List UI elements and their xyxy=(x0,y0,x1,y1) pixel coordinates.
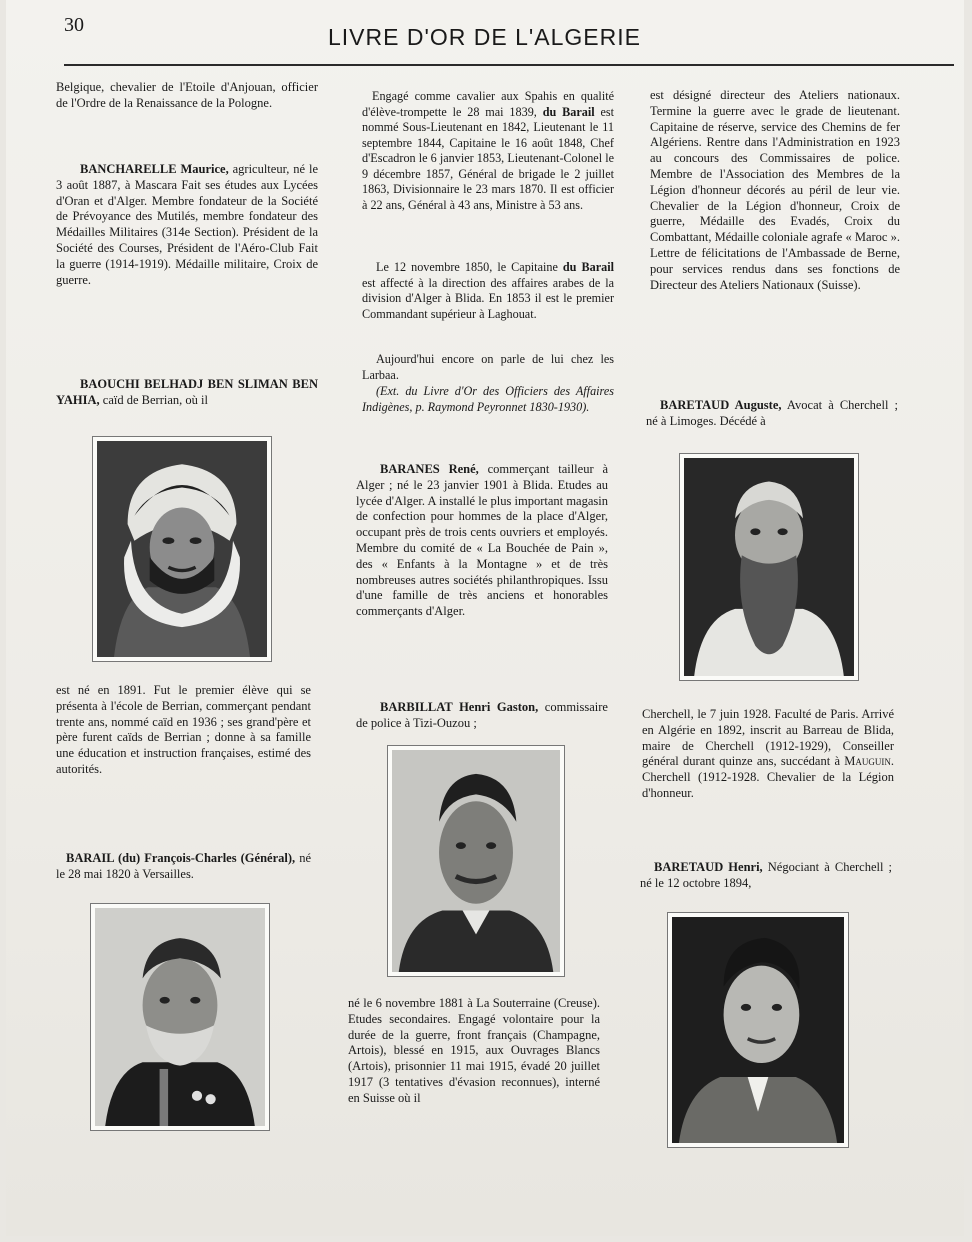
entry-name: BANCHARELLE Maurice, xyxy=(80,162,229,176)
entry-text: agriculteur, né le 3 août 1887, à Mascara Fait ses études aux Lycées d'Oran et d'Alger. Membre fondateur de la Société de Prévoyance des Mutilés, membre fondateur des Médailles Militaires (314e Section). Président de la Société des Courses, Président de l'Aéro-Club Fait la guerre (1914-1919). Médaille militaire, Croix de guerre. xyxy=(56,162,318,287)
name-run: Mauguin xyxy=(844,754,891,769)
entry-name: BARETAUD Auguste, xyxy=(660,398,782,412)
entry-barail-source: (Ext. du Livre d'Or des Officiers des Affaires Indigènes, p. Raymond Peyronnet 1830-1930). xyxy=(362,384,614,414)
text-run: Engagé comme cavalier aux Spahis en qualité d'élève-trompette le 28 mai 1839, xyxy=(362,89,614,119)
page-number: 30 xyxy=(64,14,84,36)
entry-text: caïd de Berrian, où il xyxy=(99,392,208,407)
text-run: est affecté à la direction des affaires arabes de la division d'Alger à Blida. En 1853 il est le premier Commandant supérieur à Laghouat. xyxy=(362,275,614,321)
portrait-commissioner xyxy=(392,750,560,972)
header-rule xyxy=(64,64,954,66)
portrait-bearded-man xyxy=(684,458,854,676)
col1-intro-paragraph: Belgique, chevalier de l'Etoile d'Anjouan, officier de l'Ordre de la Renaissance de la Pologne. xyxy=(56,80,318,110)
entry-bancharelle xyxy=(56,162,318,288)
entry-name: BARBILLAT Henri Gaston, xyxy=(380,700,539,714)
running-title: LIVRE D'OR DE L'ALGERIE xyxy=(328,24,641,50)
name-run: du Barail xyxy=(562,260,614,274)
entry-text: Avocat à Cherchell ; né à Limoges. Décédé à xyxy=(646,398,898,428)
portrait-photo-barbillat xyxy=(387,745,565,977)
entry-barail-algeria xyxy=(362,260,614,322)
entry-barail-larbaa: Aujourd'hui encore on parle de lui chez les Larbaa. xyxy=(362,352,614,382)
entry-baouchi xyxy=(56,377,318,409)
entry-baouchi-continued: est né en 1891. Fut le premier élève qui se présenta à l'école de Berrian, commerçant pendant trente ans, nommé caïd en 1936 ; ses grand'père et père furent caïds de Berrian ; donne à sa famille une éducation et instruction françaises, estimé des autorités. xyxy=(56,683,311,776)
entry-barail-career xyxy=(362,89,614,213)
entry-name: BARAIL (du) François-Charles (Général), xyxy=(66,851,296,865)
entry-baretaud-auguste-continued xyxy=(642,707,894,802)
entry-name: BAOUCHI BELHADJ BEN SLIMAN BEN YAHIA, xyxy=(56,377,318,407)
portrait-general-in-uniform xyxy=(95,908,265,1126)
entry-text: commerçant tailleur à Alger ; né le 23 janvier 1901 à Blida. Etudes au lycée d'Alger. A installé le plus important magasin de confection pour hommes de la place d'Alger, occupant près de trois cents ouvriers et employés. Membre du comité de « La Bouchée de Pain », des « Enfants à la Montagne » et de très nombreuses autres sociétés philanthropiques. Issu d'une famille de très anciens et honorables commerçants d'Alger. xyxy=(356,462,608,619)
entry-text: Négociant à Cherchell ; né le 12 octobre 1894, xyxy=(640,860,893,890)
portrait-photo-baretaud-auguste xyxy=(679,453,859,681)
entry-baretaud-henri xyxy=(640,860,892,892)
entry-text: commissaire de police à Tizi-Ouzou ; xyxy=(356,700,608,730)
portrait-turban-man xyxy=(97,441,267,657)
portrait-photo-barail xyxy=(90,903,270,1131)
page-header xyxy=(6,0,964,70)
portrait-photo-baretaud-henri xyxy=(667,912,849,1148)
entry-name: BARANES René, xyxy=(380,462,479,476)
document-page xyxy=(6,0,964,1236)
text-run: . Cherchell (1912-1928. Chevalier de la Légion d'honneur. xyxy=(642,754,894,800)
entry-baranes xyxy=(356,462,608,620)
name-run: du Barail xyxy=(542,104,595,119)
text-run: Le 12 novembre 1850, le Capitaine xyxy=(376,260,563,274)
entry-barail xyxy=(56,851,311,883)
text-run: est nommé Sous-Lieutenant en 1842, Lieutenant le 11 septembre 1844, Capitaine le 16 août 1848, Chef d'Escadron le 6 janvier 1853, Lieutenant-Colonel le 9 décembre 1857, Général de brigade le 2 juillet 1863, Divisionnaire le 23 mars 1870. Il est officier à 22 ans, Général à 43 ans, Ministre à 53 ans. xyxy=(362,104,614,212)
portrait-young-man xyxy=(672,917,844,1143)
entry-text: né le 28 mai 1820 à Versailles. xyxy=(56,851,311,881)
entry-name: BARETAUD Henri, xyxy=(654,860,763,874)
entry-barbillat-col3: est désigné directeur des Ateliers nationaux. Termine la guerre avec le grade de lieutenant. Capitaine de réserve, service des Chemins de fer Algériens. Rentre dans l'Administration en 1923 au concours des Commissaires de police. Membre de l'Association des Membres de la Légion d'honneur décorés au péril de leur vie. Chevalier de la Légion d'honneur, Croix de guerre, Médaille des Evadés, Croix du Combattant, Médaille coloniale agrafe « Maroc ». Lettre de félicitations de l'Ambassade de Berne, pour services rendus dans ses fonctions de Directeur des Ateliers Nationaux (Suisse). xyxy=(650,88,900,292)
entry-barbillat xyxy=(356,700,608,732)
entry-barbillat-continued: né le 6 novembre 1881 à La Souterraine (Creuse). Etudes secondaires. Engagé volontaire pour la durée de la guerre, front français (Champagne, Artois), blessé en 1915, aux Ouvrages Blancs (Artois), prisonnier 11 mai 1915, évadé 20 juillet 1917 (3 tentatives d'évasion reconnues), interné en Suisse où il xyxy=(348,996,600,1105)
entry-baretaud-auguste xyxy=(646,398,898,430)
portrait-photo-baouchi xyxy=(92,436,272,662)
text-run: Cherchell, le 7 juin 1928. Faculté de Paris. Arrivé en Algérie en 1892, inscrit au Barreau de Blida, maire de Cherchell (1912-1929), Conseiller général durant quinze ans, succédant à xyxy=(642,707,894,769)
